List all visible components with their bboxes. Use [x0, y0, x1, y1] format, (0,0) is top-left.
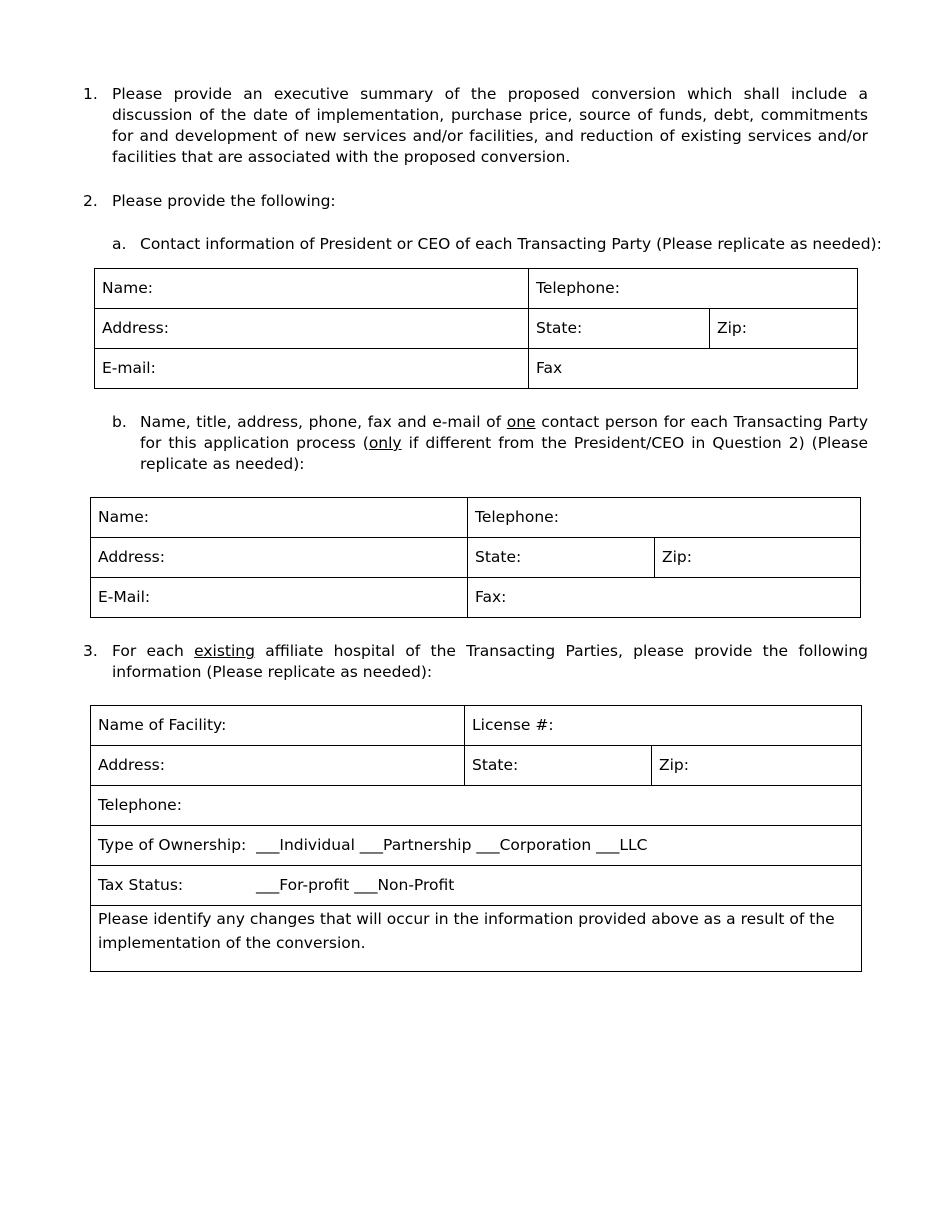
ownership-type-field[interactable] — [91, 826, 862, 866]
question-2b-text — [140, 412, 868, 475]
question-2b — [112, 412, 868, 475]
state-field[interactable]: State: — [468, 538, 655, 578]
state-field[interactable]: State: — [529, 309, 710, 349]
question-1-number: 1. — [83, 85, 98, 103]
email-field[interactable]: E-mail: — [95, 349, 529, 389]
question-1 — [83, 84, 868, 168]
fax-field[interactable]: Fax: — [468, 578, 861, 618]
license-field[interactable]: License #: — [465, 706, 862, 746]
president-contact-table — [94, 268, 858, 389]
question-3-text — [112, 641, 868, 683]
contact-person-table — [90, 497, 861, 618]
ownership-options: ___Individual ___Partnership ___Corporation ___LLC — [256, 836, 648, 854]
ownership-label: Type of Ownership: — [98, 836, 247, 854]
address-field[interactable]: Address: — [91, 746, 465, 786]
zip-field[interactable]: Zip: — [655, 538, 861, 578]
question-1-text: Please provide an executive summary of the proposed conversion which shall include a discussion of the date of implementation, purchase price, source of funds, debt, commitments for and development of new services and/or facilities, and reduction of existing services and/or facilities that are associated with the proposed conversion. — [112, 85, 868, 166]
question-2b-underlined-one: one — [506, 413, 536, 431]
question-2a — [112, 234, 882, 255]
question-2b-text-part: if different from the President/CEO in Question 2) (Please replicate as needed): — [140, 434, 868, 473]
question-2a-letter: a. — [112, 235, 127, 253]
question-2 — [83, 191, 868, 212]
zip-field[interactable]: Zip: — [652, 746, 862, 786]
question-3-number: 3. — [83, 642, 98, 660]
question-3-text-part: For each — [112, 642, 195, 660]
question-3-underlined-existing: existing — [194, 642, 255, 660]
address-field[interactable]: Address: — [91, 538, 468, 578]
question-2b-letter: b. — [112, 413, 127, 431]
telephone-field[interactable]: Telephone: — [529, 269, 858, 309]
question-2b-text-part: contact person for each Transacting Party for this application process ( — [140, 413, 868, 452]
question-2b-text-part: Name, title, address, phone, fax and e-mail of — [140, 413, 507, 431]
tax-status-field[interactable] — [91, 866, 862, 906]
telephone-field[interactable]: Telephone: — [91, 786, 862, 826]
question-2a-text: Contact information of President or CEO of each Transacting Party (Please replicate as needed): — [140, 235, 882, 253]
name-field[interactable]: Name: — [91, 498, 468, 538]
question-3 — [83, 641, 868, 683]
telephone-field[interactable]: Telephone: — [468, 498, 861, 538]
question-2b-underlined-only: only — [368, 434, 402, 452]
question-3-text-part: affiliate hospital of the Transacting Parties, please provide the following information (Please replicate as needed): — [112, 642, 869, 681]
tax-status-label: Tax Status: — [98, 876, 184, 894]
question-2-number: 2. — [83, 192, 98, 210]
email-field[interactable]: E-Mail: — [91, 578, 468, 618]
zip-field[interactable]: Zip: — [710, 309, 858, 349]
name-field[interactable]: Name: — [95, 269, 529, 309]
address-field[interactable]: Address: — [95, 309, 529, 349]
tax-status-options: ___For-profit ___Non-Profit — [256, 876, 455, 894]
state-field[interactable]: State: — [465, 746, 652, 786]
affiliate-hospital-table — [90, 705, 862, 972]
facility-name-field[interactable]: Name of Facility: — [91, 706, 465, 746]
question-2-text: Please provide the following: — [112, 192, 336, 210]
conversion-changes-field[interactable]: Please identify any changes that will occur in the information provided above as a result of the implementation of the conversion. — [91, 906, 862, 972]
fax-field[interactable]: Fax — [529, 349, 858, 389]
